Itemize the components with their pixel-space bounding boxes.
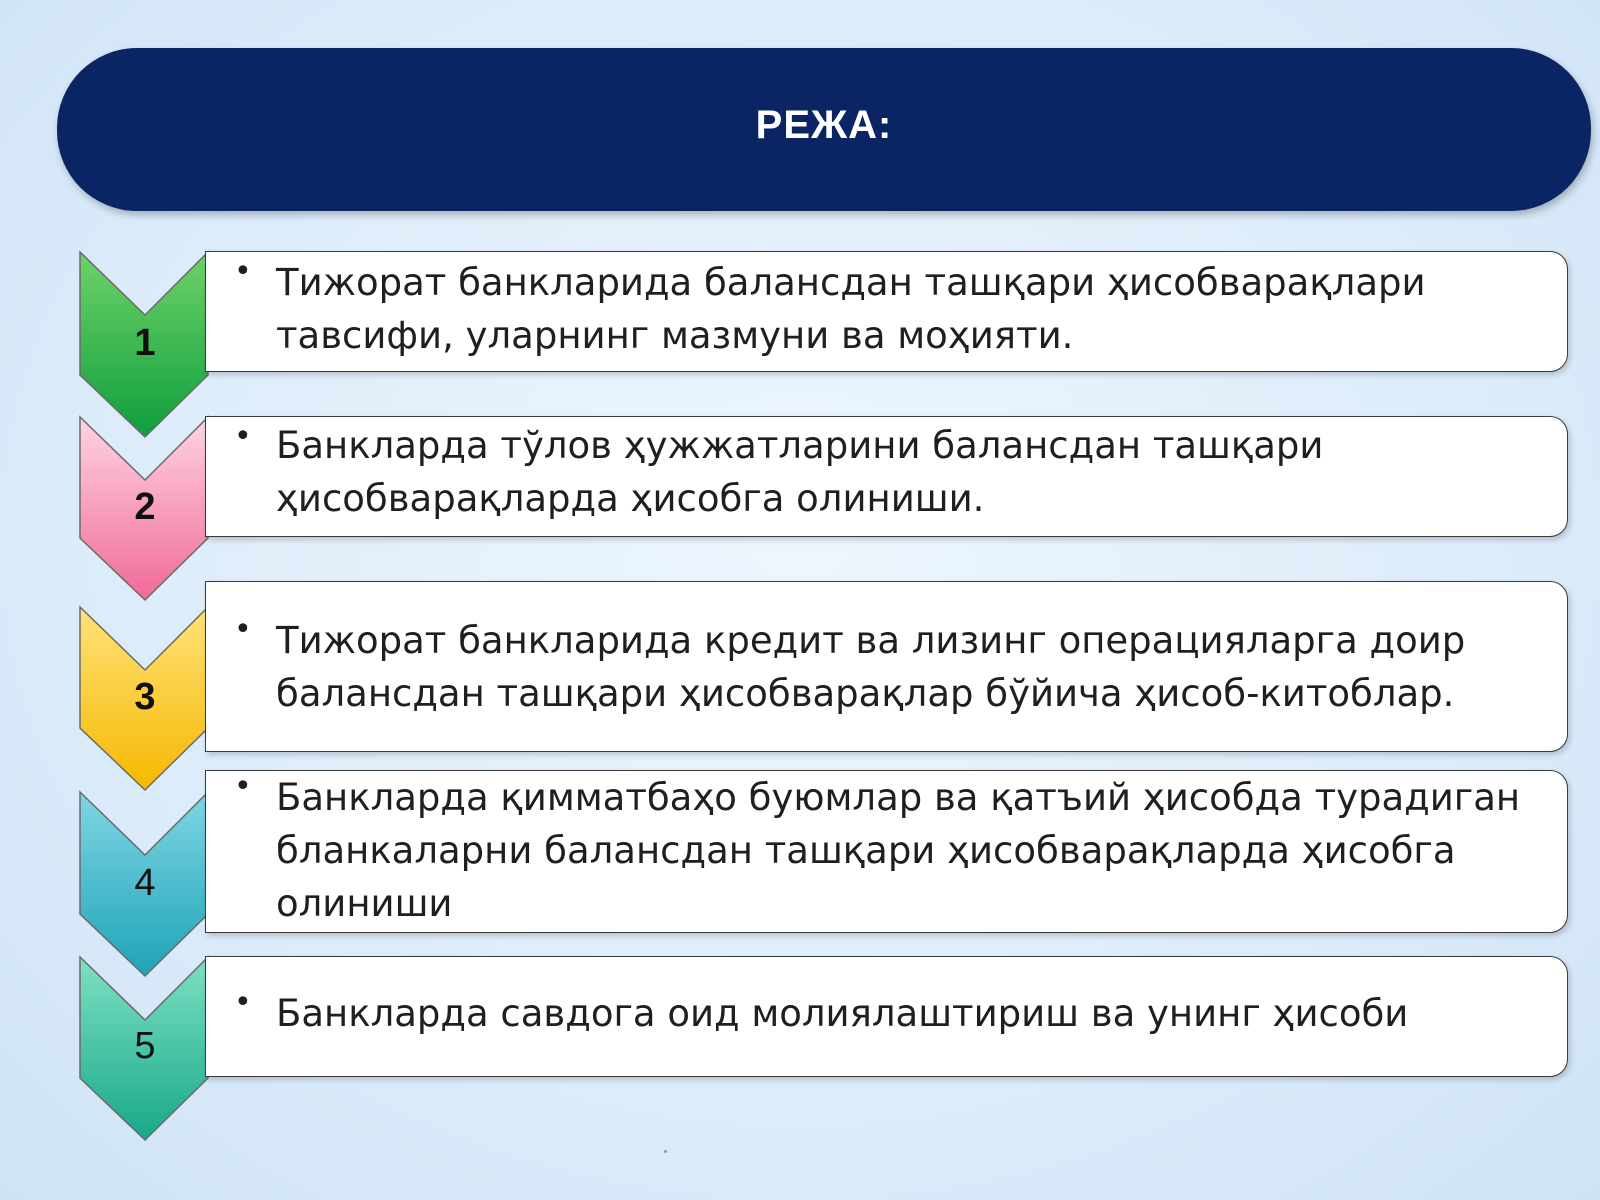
decorative-dot	[664, 1150, 667, 1153]
page-title: РЕЖА:	[755, 103, 893, 147]
bullet-icon: •	[234, 769, 252, 804]
item-number-5: 5	[134, 1025, 156, 1067]
item-text-3: Тижорат банкларида кредит ва лизинг операцияларга доир балансдан ташқари ҳисобварақлар бўйича ҳисоб-китоблар.	[276, 619, 1466, 715]
list-item-4	[205, 770, 1568, 933]
item-text-2: Банкларда тўлов ҳужжатларини балансдан ташқари ҳисобварақларда ҳисобга олиниши.	[276, 424, 1324, 520]
bullet-icon: •	[234, 985, 252, 1020]
item-text-5: Банкларда савдога оид молиялаштириш ва унинг ҳисоби	[276, 992, 1409, 1035]
item-number-4: 4	[134, 862, 156, 904]
bullet-icon: •	[234, 612, 252, 647]
item-text-1: Тижорат банкларида балансдан ташқари ҳисобварақлари тавсифи, уларнинг мазмуни ва моҳияти.	[276, 261, 1426, 357]
item-text-4: Банкларда қимматбаҳо буюмлар ва қатъий ҳисобда турадиган бланкаларни балансдан ташқари ҳисобварақларда ҳисобга олиниши	[276, 776, 1521, 925]
list-item-3	[205, 581, 1568, 752]
item-number-3: 3	[134, 676, 156, 718]
bullet-icon: •	[234, 254, 252, 289]
bullet-icon: •	[234, 419, 252, 454]
list-item-2	[205, 416, 1568, 537]
item-number-1: 1	[134, 322, 156, 364]
list-item-5	[205, 956, 1568, 1077]
list-item-1	[205, 251, 1568, 372]
item-number-2: 2	[134, 486, 156, 528]
